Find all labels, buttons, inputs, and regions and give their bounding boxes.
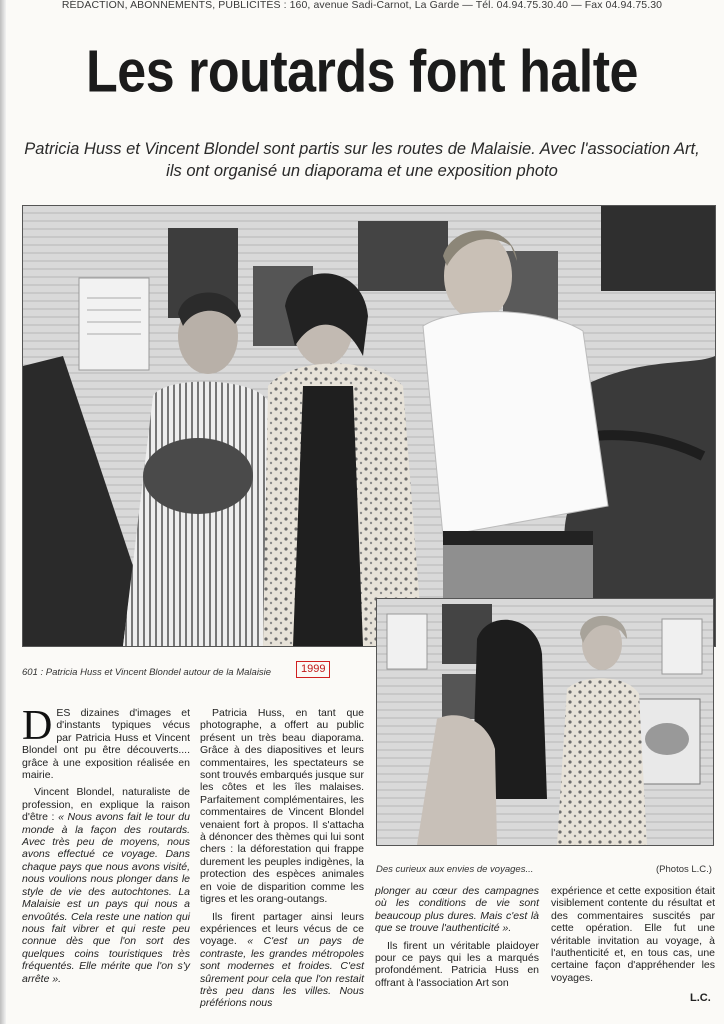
quote-paragraph-2: [200, 911, 364, 1010]
quote-paragraph-1: [22, 786, 190, 985]
quote-continuation: plonger au cœur des campagnes où les conditions de vie sont beaucoup plus dures. Mais c'est là que se trouve l'authenticité ».: [375, 885, 539, 935]
secondary-photo-caption: Des curieux aux envies de voyages...: [376, 864, 534, 875]
conclusion-paragraph: expérience et cette exposition était visiblement contente du résultat et des commentaires suscités par cette opération. Elle fut une véritable invitation au voyage, à l'authenticité et, en tous cas, une certaine façon d'appréhender les voyages.: [551, 885, 715, 984]
article-column-1: [22, 703, 190, 990]
main-photo: [22, 205, 716, 647]
intro-paragraph: [22, 703, 190, 782]
main-photo-caption: 601 : Patricia Huss et Vincent Blondel autour de la Malaisie: [22, 667, 272, 678]
year-stamp: 1999: [296, 661, 330, 678]
article-subhead: Patricia Huss et Vincent Blondel sont partis sur les routes de Malaisie. Avec l'association Art, ils ont organisé un diaporama et une exposition photo: [24, 140, 700, 180]
article-column-4: [551, 885, 715, 989]
drop-cap: D: [22, 703, 53, 749]
diaporama-paragraph: Patricia Huss, en tant que photographe, a offert au public présent un très beau diaporama. Grâce à des diapositives et leurs commentaires, les spectateurs se sont trouvés embarqués jusque sur les côtes et les îles malaises. Parfaitement complémentaires, les commentaires de Vincent Blondel venaient fort à propos. Il s'attacha à dénoncer des thèmes qui lui sont chers : la déforestation qui frappe durement les peuples indigènes, la protection des espèces animales en voie de disparition comme les tigres et les orang-outangs.: [200, 707, 365, 906]
quote-intro: Vincent Blondel, naturaliste de profession, en explique la raison d'être :: [22, 786, 190, 824]
scan-edge: [0, 0, 6, 1024]
header-contact-line: RÉDACTION, ABONNEMENTS, PUBLICITÉS : 160, avenue Sadi-Carnot, La Garde — Tél. 04.94.75.30.40 — Fax 04.94.75.30: [61, 0, 663, 11]
quote-text: « Nous avons fait le tour du monde à la façon des routards. Avec très peu de moyens, nous avons effectué ce voyage. Dans chaque pays que nous avons visité, nous voulions nous plonger dans le style de vie des autochtones. La Malaisie est un pays qui nous a envoûtés. Cela reste une nation qui nous fait vibrer et qui reste peu connue dès que l'on sort des quelques coins touristiques très fréquentés. Elle mérite que l'on s'y arrête ».: [22, 811, 190, 985]
article-column-3: [375, 885, 539, 994]
photo-credit: (Photos L.C.): [656, 864, 712, 875]
intro-text: ES dizaines d'images et d'instants typiques vécus par Patricia Huss et Vincent Blondel ont pu être découverts.... grâce à une exposition réalisée en mairie.: [22, 707, 190, 782]
secondary-photo: [376, 598, 714, 846]
quote-text-2: « C'est un pays de contraste, les grandes métropoles sont modernes et froides. C'est sûrement pour cela que l'on restait très peu dans les villes. Nous préférions nous: [200, 935, 364, 1010]
plaidoyer-paragraph: Ils firent un véritable plaidoyer pour ce pays qui les a marqués profondément. Patricia Huss en offrant à l'association Art son: [375, 939, 539, 989]
article-headline: Les routards font halte: [86, 38, 638, 106]
article-column-2: [200, 707, 364, 1015]
quote-intro-2: Ils firent partager ainsi leurs expériences et leurs vécus de ce voyage.: [200, 910, 364, 948]
author-signature: L.C.: [690, 992, 711, 1004]
